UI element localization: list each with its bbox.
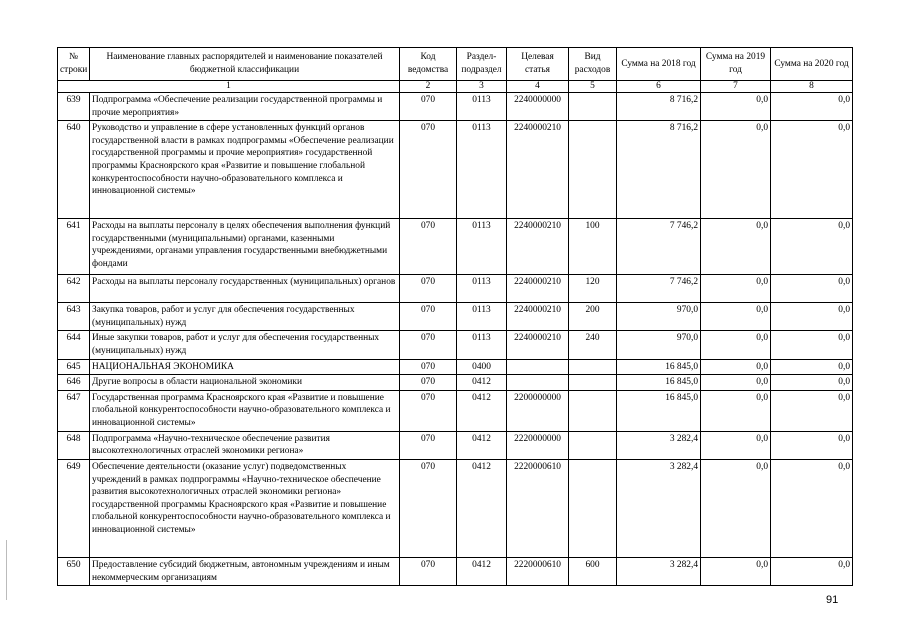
row-section: 0412: [457, 390, 507, 431]
table-row: [58, 331, 853, 359]
row-sum-2019: 0,0: [701, 359, 771, 375]
header-target: Целевая статья: [507, 48, 569, 81]
row-expense-type: 240: [569, 331, 617, 359]
row-section: 0412: [457, 557, 507, 585]
column-index: 6: [617, 81, 701, 93]
row-target: 2240000210: [507, 121, 569, 219]
column-index: 5: [569, 81, 617, 93]
row-sum-2018: 3 282,4: [617, 459, 701, 557]
row-sum-2018: 16 845,0: [617, 390, 701, 431]
row-section: 0113: [457, 93, 507, 121]
row-target: 2240000210: [507, 219, 569, 275]
row-number: 648: [58, 431, 90, 459]
row-sum-2019: 0,0: [701, 303, 771, 331]
row-target: [507, 359, 569, 375]
row-sum-2020: 0,0: [771, 275, 853, 303]
row-sum-2020: 0,0: [771, 331, 853, 359]
row-dept-code: 070: [400, 375, 457, 391]
table-row: [58, 459, 853, 557]
row-number: 639: [58, 93, 90, 121]
row-name: Подпрограмма «Научно-техническое обеспечение развития высокотехнологичных отраслей экономики региона»: [90, 431, 400, 459]
row-name: Предоставление субсидий бюджетным, автономным учреждениям и иным некоммерческим организациям: [90, 557, 400, 585]
row-sum-2020: 0,0: [771, 359, 853, 375]
row-sum-2019: 0,0: [701, 375, 771, 391]
row-section: 0412: [457, 431, 507, 459]
row-target: 2220000610: [507, 557, 569, 585]
row-sum-2020: 0,0: [771, 431, 853, 459]
table-row: [58, 359, 853, 375]
column-index: 3: [457, 81, 507, 93]
header-dept-code: Код ведомства: [400, 48, 457, 81]
row-dept-code: 070: [400, 331, 457, 359]
row-target: 2240000000: [507, 93, 569, 121]
row-name: Закупка товаров, работ и услуг для обеспечения государственных (муниципальных) нужд: [90, 303, 400, 331]
row-sum-2020: 0,0: [771, 219, 853, 275]
row-expense-type: 600: [569, 557, 617, 585]
row-sum-2019: 0,0: [701, 557, 771, 585]
row-section: 0412: [457, 375, 507, 391]
row-sum-2019: 0,0: [701, 331, 771, 359]
row-dept-code: 070: [400, 121, 457, 219]
row-number: 645: [58, 359, 90, 375]
row-dept-code: 070: [400, 303, 457, 331]
row-name: Руководство и управление в сфере установленных функций органов государственной власти в рамках подпрограммы «Обеспечение реализации государственной программы и прочие мероприятия» государственной программы Красноярского края «Развитие и повышение глобальной конкурентоспособности научно-образовательного комплекса и инновационной системы»: [90, 121, 400, 219]
row-name: Расходы на выплаты персоналу в целях обеспечения выполнения функций государственными (муниципальными) органами, казенными учреждениями, органами управления государственными внебюджетными фондами: [90, 219, 400, 275]
table-row: [58, 375, 853, 391]
budget-table: [57, 47, 853, 586]
row-dept-code: 070: [400, 93, 457, 121]
header-name: Наименование главных распорядителей и наименование показателей бюджетной классификации: [90, 48, 400, 81]
row-name: Государственная программа Красноярского края «Развитие и повышение глобальной конкурентоспособности научно-образовательного комплекса и инновационной системы»: [90, 390, 400, 431]
row-target: 2240000210: [507, 275, 569, 303]
column-index: 2: [400, 81, 457, 93]
row-target: 2220000000: [507, 431, 569, 459]
row-sum-2018: 3 282,4: [617, 431, 701, 459]
row-expense-type: [569, 431, 617, 459]
row-section: 0400: [457, 359, 507, 375]
table-row: [58, 303, 853, 331]
column-index-row: [58, 81, 853, 93]
row-number: 644: [58, 331, 90, 359]
row-target: 2240000210: [507, 303, 569, 331]
row-dept-code: 070: [400, 275, 457, 303]
row-expense-type: [569, 359, 617, 375]
table-row: [58, 93, 853, 121]
row-sum-2020: 0,0: [771, 375, 853, 391]
row-name: Подпрограмма «Обеспечение реализации государственной программы и прочие мероприятия»: [90, 93, 400, 121]
header-row-no: № строки: [58, 48, 90, 81]
table-row: [58, 219, 853, 275]
row-dept-code: 070: [400, 459, 457, 557]
row-sum-2019: 0,0: [701, 219, 771, 275]
row-expense-type: [569, 93, 617, 121]
column-index: 7: [701, 81, 771, 93]
row-number: 650: [58, 557, 90, 585]
row-sum-2019: 0,0: [701, 390, 771, 431]
row-expense-type: 200: [569, 303, 617, 331]
header-sum-2018: Сумма на 2018 год: [617, 48, 701, 81]
column-index: 8: [771, 81, 853, 93]
row-target: [507, 375, 569, 391]
row-number: 646: [58, 375, 90, 391]
row-sum-2018: 3 282,4: [617, 557, 701, 585]
row-section: 0412: [457, 459, 507, 557]
column-index: 1: [58, 81, 400, 93]
row-sum-2020: 0,0: [771, 390, 853, 431]
row-sum-2018: 7 746,2: [617, 275, 701, 303]
row-expense-type: [569, 459, 617, 557]
row-sum-2018: 970,0: [617, 303, 701, 331]
row-sum-2018: 8 716,2: [617, 121, 701, 219]
row-sum-2019: 0,0: [701, 431, 771, 459]
row-number: 643: [58, 303, 90, 331]
row-section: 0113: [457, 275, 507, 303]
row-expense-type: 100: [569, 219, 617, 275]
table-row: [58, 121, 853, 219]
row-number: 647: [58, 390, 90, 431]
row-expense-type: [569, 390, 617, 431]
row-dept-code: 070: [400, 219, 457, 275]
column-index: 4: [507, 81, 569, 93]
table-row: [58, 557, 853, 585]
row-name: Иные закупки товаров, работ и услуг для обеспечения государственных (муниципальных) нужд: [90, 331, 400, 359]
row-dept-code: 070: [400, 431, 457, 459]
header-section: Раздел-подраздел: [457, 48, 507, 81]
row-sum-2018: 16 845,0: [617, 375, 701, 391]
row-number: 642: [58, 275, 90, 303]
table-row: [58, 275, 853, 303]
header-sum-2020: Сумма на 2020 год: [771, 48, 853, 81]
row-sum-2020: 0,0: [771, 121, 853, 219]
table-row: [58, 390, 853, 431]
row-sum-2018: 16 845,0: [617, 359, 701, 375]
row-sum-2020: 0,0: [771, 93, 853, 121]
page-number: 91: [826, 594, 839, 606]
table-row: [58, 431, 853, 459]
row-sum-2018: 8 716,2: [617, 93, 701, 121]
row-target: 2200000000: [507, 390, 569, 431]
row-name: Обеспечение деятельности (оказание услуг) подведомственных учреждений в рамках подпрограммы «Научно-техническое обеспечение развития высокотехнологичных отраслей экономики региона» государственной программы Красноярского края «Развитие и повышение глобальной конкурентоспособности научно-образовательного комплекса и инновационной системы»: [90, 459, 400, 557]
row-dept-code: 070: [400, 359, 457, 375]
row-expense-type: [569, 375, 617, 391]
row-expense-type: [569, 121, 617, 219]
row-number: 641: [58, 219, 90, 275]
row-target: 2240000210: [507, 331, 569, 359]
row-sum-2019: 0,0: [701, 121, 771, 219]
row-sum-2019: 0,0: [701, 459, 771, 557]
row-name: Расходы на выплаты персоналу государственных (муниципальных) органов: [90, 275, 400, 303]
row-dept-code: 070: [400, 390, 457, 431]
row-sum-2018: 7 746,2: [617, 219, 701, 275]
row-name: НАЦИОНАЛЬНАЯ ЭКОНОМИКА: [90, 359, 400, 375]
row-sum-2020: 0,0: [771, 459, 853, 557]
row-sum-2020: 0,0: [771, 557, 853, 585]
row-sum-2019: 0,0: [701, 93, 771, 121]
header-expense-type: Вид расходов: [569, 48, 617, 81]
row-sum-2020: 0,0: [771, 303, 853, 331]
row-sum-2018: 970,0: [617, 331, 701, 359]
row-name: Другие вопросы в области национальной экономики: [90, 375, 400, 391]
row-number: 640: [58, 121, 90, 219]
scan-edge-mark: [6, 540, 7, 600]
row-expense-type: 120: [569, 275, 617, 303]
row-section: 0113: [457, 331, 507, 359]
row-section: 0113: [457, 121, 507, 219]
row-target: 2220000610: [507, 459, 569, 557]
header-row: [58, 48, 853, 81]
row-sum-2019: 0,0: [701, 275, 771, 303]
row-dept-code: 070: [400, 557, 457, 585]
row-section: 0113: [457, 219, 507, 275]
row-section: 0113: [457, 303, 507, 331]
row-number: 649: [58, 459, 90, 557]
header-sum-2019: Сумма на 2019 год: [701, 48, 771, 81]
